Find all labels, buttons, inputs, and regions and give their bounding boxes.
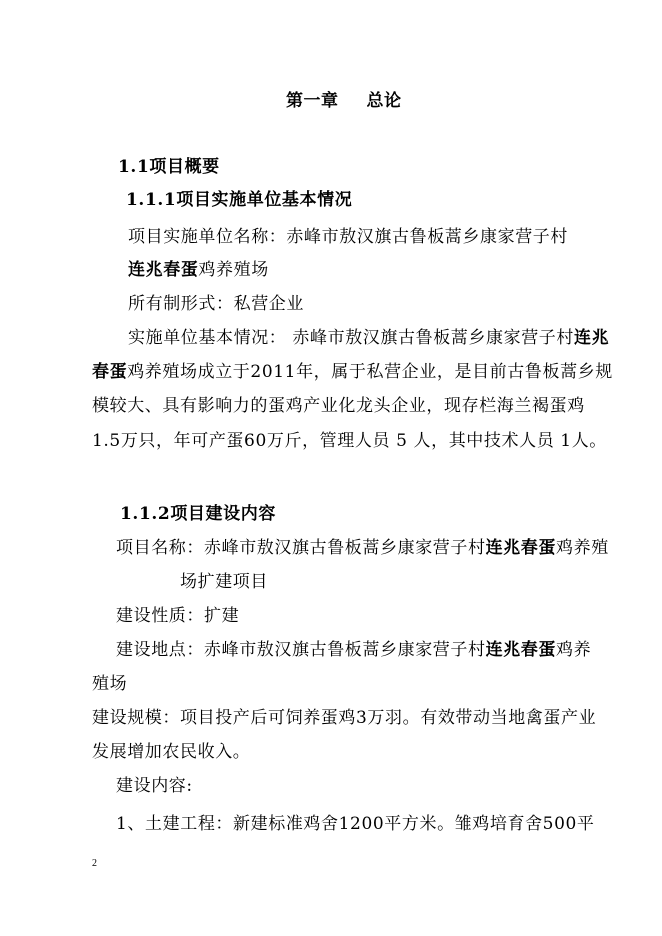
ownership-line — [128, 293, 304, 315]
project-name-line — [116, 537, 609, 559]
construction-nature: 建设性质：扩建 — [116, 606, 240, 626]
unit-name-label: 项目实施单位名称： — [128, 227, 287, 247]
unit-name-suffix: 鸡养殖场 — [198, 260, 269, 280]
location-bold: 连兆春蛋 — [485, 640, 557, 660]
construction-location-line — [116, 639, 591, 661]
project-name-label: 项目名称： — [116, 538, 204, 558]
unit-intro-text: 实施单位基本情况： 赤峰市敖汉旗古鲁板蒿乡康家营子村 — [128, 328, 575, 348]
unit-intro-rest: 鸡养殖场成立于2011年，属于私营企业，是目前古鲁板蒿乡规 — [127, 362, 613, 382]
unit-name-value: 赤峰市敖汉旗古鲁板蒿乡康家营子村 — [286, 227, 569, 247]
section-1-1-2-heading: 1.1.2项目建设内容 — [120, 504, 276, 524]
ownership-value: 私营企业 — [233, 294, 305, 314]
construction-scale-line-1: 建设规模：项目投产后可饲养蛋鸡3万羽。有效带动当地禽蛋产业 — [92, 708, 597, 728]
construction-scale-line-2: 发展增加农民收入。 — [92, 742, 251, 762]
construction-content-label: 建设内容: — [116, 776, 193, 796]
chapter-title: 总论 — [366, 91, 402, 111]
location-label: 建设地点： — [116, 640, 204, 660]
project-name-bold: 连兆春蛋 — [485, 538, 557, 558]
page-number: 2 — [92, 858, 97, 869]
section-1-1-heading: 1.1项目概要 — [118, 157, 220, 177]
project-name-value: 赤峰市敖汉旗古鲁板蒿乡康家营子村 — [204, 538, 486, 558]
unit-intro-line-1 — [128, 327, 609, 349]
unit-name-line — [128, 226, 568, 248]
ownership-label: 所有制形式： — [128, 294, 234, 314]
construction-location-continuation: 殖场 — [92, 674, 128, 694]
chapter-number: 第一章 — [286, 91, 339, 111]
chapter-heading — [286, 90, 402, 112]
project-name-suffix: 鸡养殖 — [556, 538, 609, 558]
unit-intro-line-4: 1.5万只，年可产蛋60万斤，管理人员 5 人，其中技术人员 1人。 — [92, 431, 607, 451]
unit-intro-line-3: 模较大、具有影响力的蛋鸡产业化龙头企业，现存栏海兰褐蛋鸡 — [92, 396, 585, 416]
construction-item-1: 1、土建工程：新建标准鸡舍1200平方米。雏鸡培育舍500平 — [116, 814, 595, 834]
unit-name-bold: 连兆春蛋 — [128, 260, 199, 280]
section-1-1-1-heading: 1.1.1项目实施单位基本情况 — [126, 190, 353, 210]
project-name-continuation: 场扩建项目 — [180, 572, 268, 592]
location-value: 赤峰市敖汉旗古鲁板蒿乡康家营子村 — [204, 640, 486, 660]
unit-name-continuation — [128, 259, 269, 281]
location-suffix: 鸡养 — [556, 640, 592, 660]
unit-intro-bold-2: 春蛋 — [92, 362, 128, 382]
unit-intro-line-2 — [92, 361, 613, 383]
unit-intro-bold: 连兆 — [574, 328, 610, 348]
